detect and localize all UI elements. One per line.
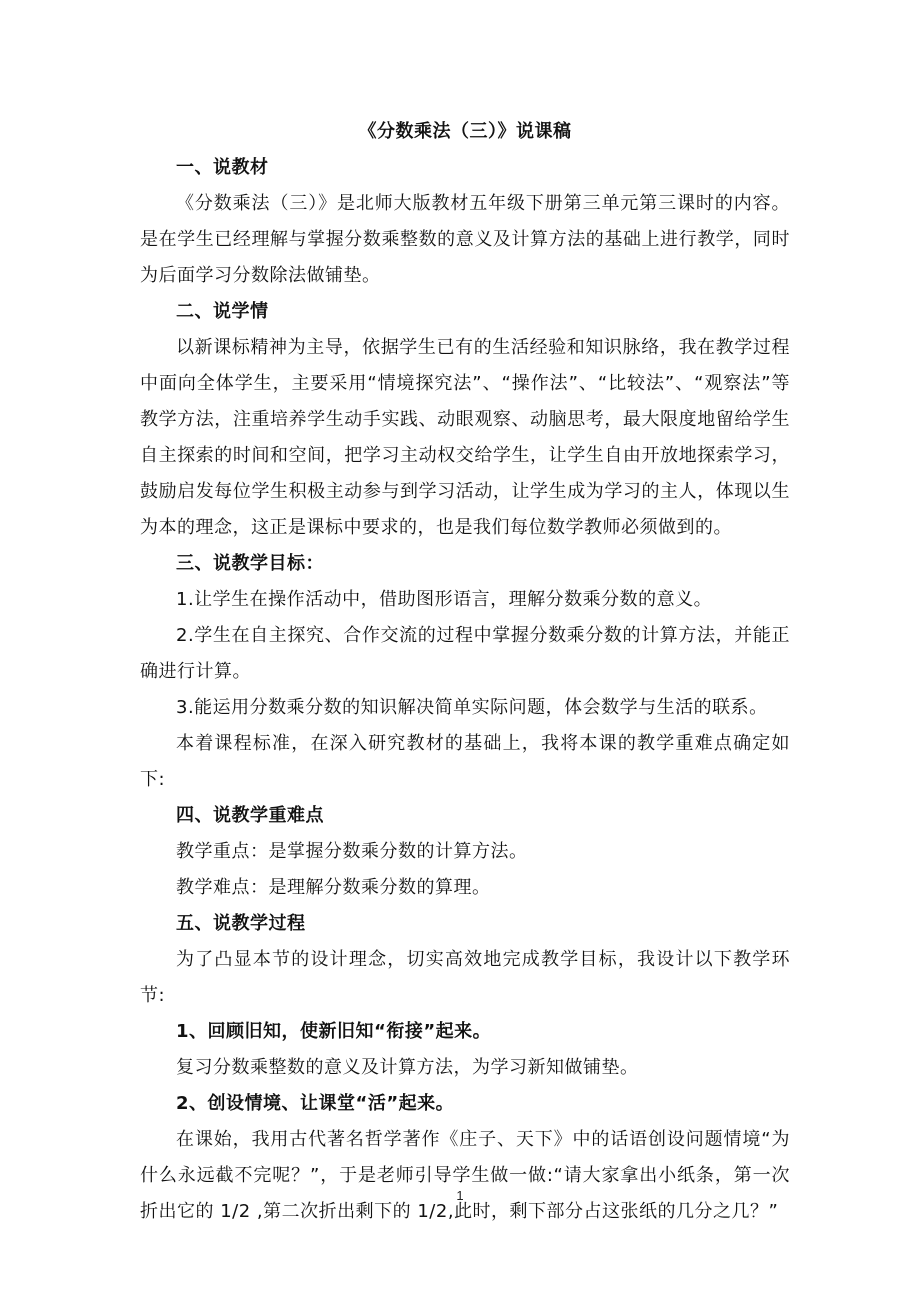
goal-item-3: 3.能运用分数乘分数的知识解决简单实际问题，体会数学与生活的联系。 xyxy=(176,697,768,718)
step-2-heading: 2、创设情境、让课堂“活”起来。 xyxy=(176,1093,455,1114)
difficult-point: 教学难点：是理解分数乘分数的算理。 xyxy=(176,877,491,898)
page-number: 1 xyxy=(456,1188,464,1203)
step-1-text: 复习分数乘整数的意义及计算方法，为学习新知做铺垫。 xyxy=(176,1057,639,1078)
key-point: 教学重点：是掌握分数乘分数的计算方法。 xyxy=(176,841,528,862)
goal-item-2: 2.学生在自主探究、合作交流的过程中掌握分数乘分数的计算方法，并能正确进行计算。 xyxy=(140,625,790,682)
document-title: 《分数乘法（三）》说课稿 xyxy=(358,121,572,142)
step-2-text: 在课始，我用古代著名哲学著作《庄子、天下》中的话语创设问题情境“为什么永远截不完呢？”，于是老师引导学生做一做:“请大家拿出小纸条，第一次折出它的 1/2 ,第二次折出剩下的 1/2,此时，剩下部分占这张纸的几分之几？” xyxy=(140,1129,790,1222)
paragraph-textbook: 《分数乘法（三）》是北师大版教材五年级下册第三单元第三课时的内容。是在学生已经理解与掌握分数乘整数的意义及计算方法的基础上进行教学，同时为后面学习分数除法做铺垫。 xyxy=(140,193,790,286)
document-body xyxy=(140,114,790,1230)
paragraph-standard: 本着课程标准，在深入研究教材的基础上，我将本课的教学重难点确定如下: xyxy=(140,733,790,790)
paragraph-students: 以新课标精神为主导，依据学生已有的生活经验和知识脉络，我在教学过程中面向全体学生，主要采用“情境探究法”、“操作法”、“比较法”、“观察法”等教学方法，注重培养学生动手实践、动眼观察、动脑思考，最大限度地留给学生自主探索的时间和空间，把学习主动权交给学生，让学生自由开放地探索学习，鼓励启发每位学生积极主动参与到学习活动，让学生成为学习的主人，体现以生为本的理念，这正是课标中要求的，也是我们每位数学教师必须做到的。 xyxy=(140,337,790,538)
section-heading-process: 五、说教学过程 xyxy=(176,913,306,934)
step-1-heading: 1、回顾旧知，使新旧知“衔接”起来。 xyxy=(176,1021,492,1042)
section-heading-students: 二、说学情 xyxy=(176,301,269,322)
section-heading-key-points: 四、说教学重难点 xyxy=(176,805,324,826)
section-heading-textbook: 一、说教材 xyxy=(176,157,269,178)
section-heading-goals: 三、说教学目标： xyxy=(176,553,324,574)
goal-item-1: 1.让学生在操作活动中，借助图形语言，理解分数乘分数的意义。 xyxy=(176,589,713,610)
paragraph-process-intro: 为了凸显本节的设计理念，切实高效地完成教学目标，我设计以下教学环节: xyxy=(140,949,790,1006)
